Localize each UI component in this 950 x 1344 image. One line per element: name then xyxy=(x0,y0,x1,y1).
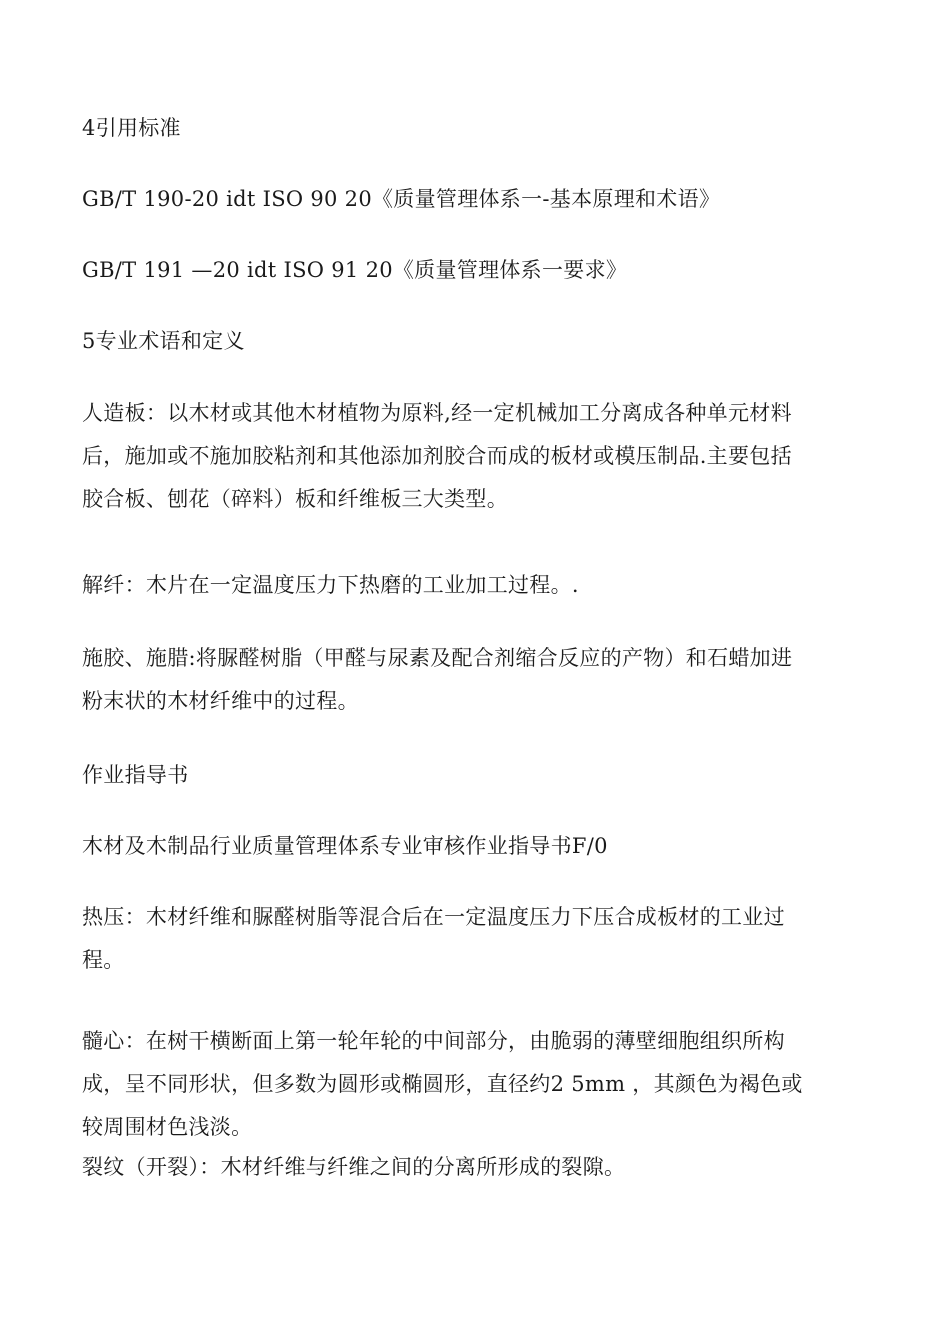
text-line: 5专业术语和定义 xyxy=(82,329,245,353)
text-line: 木材及木制品行业质量管理体系专业审核作业指导书F/0 xyxy=(82,834,608,858)
running-header xyxy=(82,754,882,797)
definition-paragraph xyxy=(82,637,882,723)
text-line: GB/T 191 —20 idt ISO 91 20《质量管理体系一要求》 xyxy=(82,258,628,282)
text-line: 热压：木材纤维和脲醛树脂等混合后在一定温度压力下压合成板材的工业过 xyxy=(82,905,785,929)
definition-paragraph xyxy=(82,564,882,607)
text-line: 较周围材色浅淡。 xyxy=(82,1115,253,1139)
text-line: GB/T 190-20 idt ISO 90 20《质量管理体系一-基本原理和术语》 xyxy=(82,187,721,211)
text-line: 成，呈不同形状，但多数为圆形或椭圆形，直径约2 5mm ，其颜色为褐色或 xyxy=(82,1072,803,1096)
definition-paragraph xyxy=(82,896,882,982)
text-line: 后，施加或不施加胶粘剂和其他添加剂胶合而成的板材或模压制品.主要包括 xyxy=(82,444,792,468)
text-line: 人造板：以木材或其他木材植物为原料,经一定机械加工分离成各种单元材料 xyxy=(82,401,792,425)
text-line: 胶合板、刨花（碎料）板和纤维板三大类型。 xyxy=(82,487,508,511)
reference-item xyxy=(82,178,882,221)
text-line: 髓心：在树干横断面上第一轮年轮的中间部分，由脆弱的薄壁细胞组织所构 xyxy=(82,1029,785,1053)
text-line: 粉末状的木材纤维中的过程。 xyxy=(82,689,359,713)
section-heading-terms xyxy=(82,320,882,363)
definition-paragraph xyxy=(82,392,882,521)
text-line: 作业指导书 xyxy=(82,763,189,787)
text-line: 解纤：木片在一定温度压力下热磨的工业加工过程。. xyxy=(82,573,579,597)
document-title-line xyxy=(82,825,882,868)
text-line: 程。 xyxy=(82,948,125,972)
definition-paragraph xyxy=(82,1020,882,1149)
text-line: 施胶、施腊:将脲醛树脂（甲醛与尿素及配合剂缩合反应的产物）和石蜡加进 xyxy=(82,646,793,670)
reference-item xyxy=(82,249,882,292)
definition-paragraph xyxy=(82,1146,882,1189)
text-line: 裂纹（开裂）：木材纤维与纤维之间的分离所形成的裂隙。 xyxy=(82,1155,626,1179)
section-heading-references xyxy=(82,107,882,150)
text-line: 4引用标准 xyxy=(82,116,181,140)
